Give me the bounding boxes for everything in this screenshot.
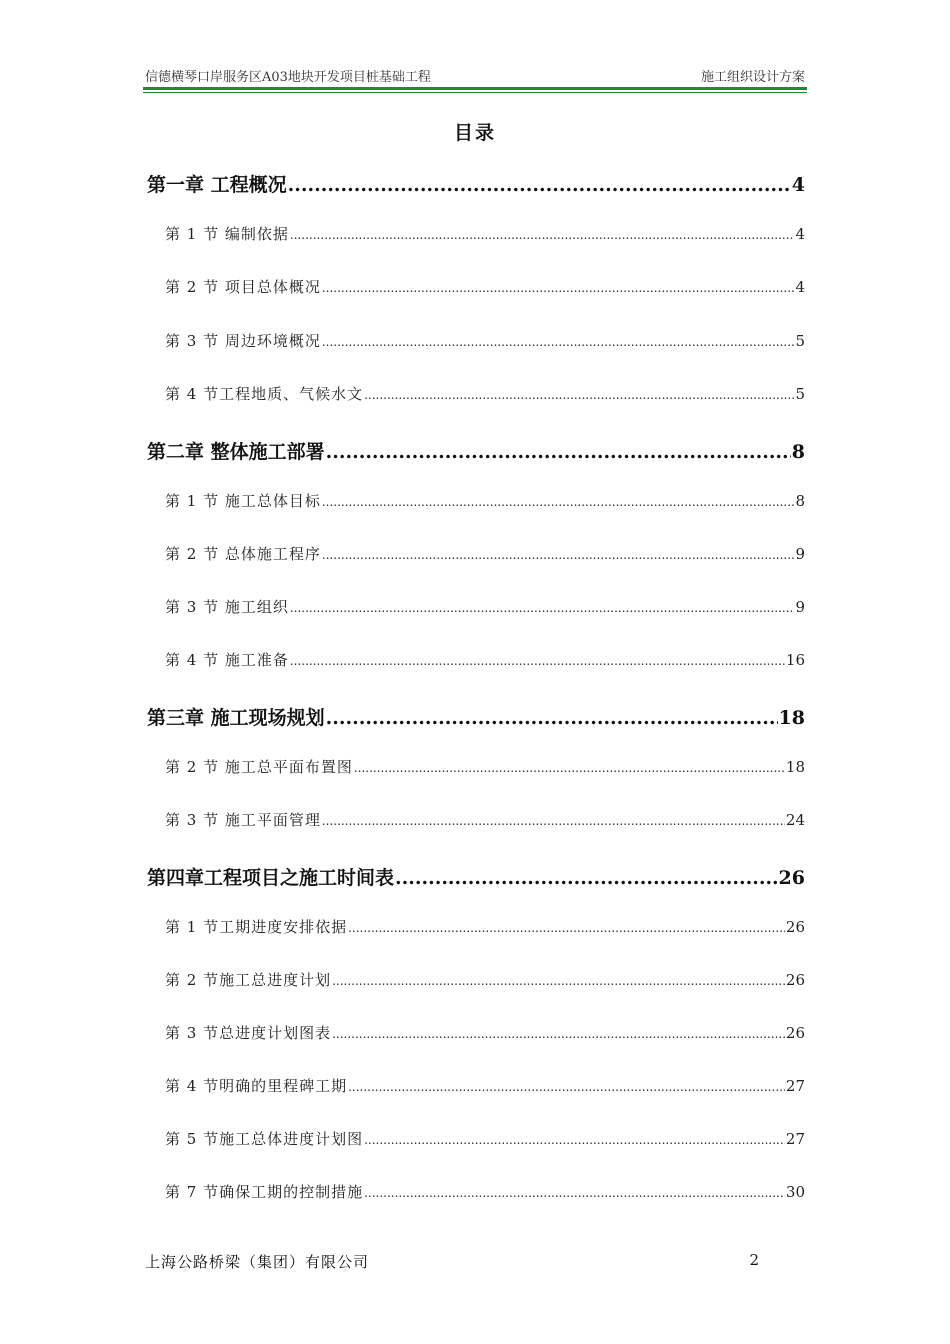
toc-section-entry[interactable] bbox=[147, 276, 805, 297]
toc-entry-label: 第一章 工程概况 bbox=[147, 174, 287, 196]
toc-dot-leader bbox=[326, 441, 791, 463]
toc-entry-label: 第 7 节确保工期的控制措施 bbox=[165, 1183, 364, 1201]
toc-entry-label: 第 1 节工期进度安排依据 bbox=[165, 918, 348, 936]
toc-entry-page: 9 bbox=[795, 598, 805, 616]
toc-entry-label: 第 5 节施工总体进度计划图 bbox=[165, 1130, 364, 1148]
toc-dot-leader bbox=[290, 654, 785, 668]
toc-entry-page: 4 bbox=[795, 278, 805, 296]
toc-section-entry[interactable] bbox=[147, 916, 805, 937]
toc-section-entry[interactable] bbox=[147, 756, 805, 777]
toc-entry-page: 18 bbox=[785, 758, 805, 776]
toc-entry-label: 第 2 节施工总进度计划 bbox=[165, 971, 332, 989]
toc-entry-label: 第三章 施工现场规划 bbox=[147, 707, 325, 729]
toc-entry-page: 8 bbox=[795, 492, 805, 510]
toc-entry-page: 26 bbox=[785, 918, 805, 936]
toc-entry-page: 5 bbox=[795, 385, 805, 403]
header-project-title: 信德横琴口岸服务区A03地块开发项目桩基础工程 bbox=[145, 70, 431, 85]
toc-section-entry[interactable] bbox=[147, 330, 805, 351]
toc-title: 目录 bbox=[453, 122, 496, 144]
toc-entry-label: 第 3 节 施工平面管理 bbox=[165, 811, 321, 829]
toc-entry-label: 第二章 整体施工部署 bbox=[147, 441, 325, 463]
toc-section-entry[interactable] bbox=[147, 1128, 805, 1149]
page-header bbox=[145, 66, 805, 86]
toc-entry-label: 第 3 节 周边环境概况 bbox=[165, 332, 321, 350]
toc-entry-page: 26 bbox=[778, 867, 805, 889]
header-document-type: 施工组织设计方案 bbox=[700, 70, 805, 85]
toc-entry-page: 8 bbox=[791, 441, 805, 463]
toc-dot-leader bbox=[290, 228, 795, 242]
header-rule-thin bbox=[143, 92, 807, 93]
toc-entry-page: 16 bbox=[785, 651, 805, 669]
toc-dot-leader bbox=[288, 174, 791, 196]
toc-section-entry[interactable] bbox=[147, 1075, 805, 1096]
toc-entry-page: 18 bbox=[778, 707, 805, 729]
toc-entry-page: 4 bbox=[795, 225, 805, 243]
toc-chapter-entry[interactable] bbox=[147, 703, 805, 730]
toc-dot-leader bbox=[364, 1186, 785, 1200]
toc-entry-label: 第 4 节明确的里程碑工期 bbox=[165, 1077, 348, 1095]
toc-entry-page: 4 bbox=[791, 174, 805, 196]
toc-section-entry[interactable] bbox=[147, 1022, 805, 1043]
toc-chapter-entry[interactable] bbox=[147, 170, 805, 197]
toc-entry-page: 5 bbox=[795, 332, 805, 350]
toc-entry-page: 27 bbox=[785, 1077, 805, 1095]
toc-entry-label: 第 2 节 总体施工程序 bbox=[165, 545, 321, 563]
toc-entry-page: 26 bbox=[785, 1024, 805, 1042]
toc-entry-label: 第 3 节 施工组织 bbox=[165, 598, 289, 616]
toc-dot-leader bbox=[322, 281, 795, 295]
toc-chapter-entry[interactable] bbox=[147, 863, 805, 890]
toc-entry-page: 27 bbox=[785, 1130, 805, 1148]
toc-section-entry[interactable] bbox=[147, 223, 805, 244]
toc-section-entry[interactable] bbox=[147, 969, 805, 990]
toc-dot-leader bbox=[322, 548, 795, 562]
toc-section-entry[interactable] bbox=[147, 1181, 805, 1202]
toc-section-entry[interactable] bbox=[147, 649, 805, 670]
footer-company: 上海公路桥梁（集团）有限公司 bbox=[145, 1253, 370, 1271]
toc-entry-label: 第 3 节总进度计划图表 bbox=[165, 1024, 332, 1042]
toc-dot-leader bbox=[348, 921, 785, 935]
toc-dot-leader bbox=[322, 814, 785, 828]
toc-dot-leader bbox=[332, 974, 785, 988]
toc-entry-page: 24 bbox=[785, 811, 805, 829]
toc-dot-leader bbox=[326, 707, 778, 729]
toc-section-entry[interactable] bbox=[147, 383, 805, 404]
toc-dot-leader bbox=[364, 1133, 785, 1147]
toc-dot-leader bbox=[290, 601, 795, 615]
toc-entry-label: 第四章工程项目之施工时间表 bbox=[147, 867, 395, 889]
footer-page-number: 2 bbox=[749, 1251, 760, 1269]
toc-dot-leader bbox=[348, 1080, 785, 1094]
toc-dot-leader bbox=[364, 388, 794, 402]
toc-entry-page: 9 bbox=[795, 545, 805, 563]
toc-chapter-entry[interactable] bbox=[147, 437, 805, 464]
toc-entry-label: 第 1 节 编制依据 bbox=[165, 225, 289, 243]
toc-dot-leader bbox=[354, 761, 785, 775]
toc-entry-label: 第 1 节 施工总体目标 bbox=[165, 492, 321, 510]
toc-entry-label: 第 2 节 施工总平面布置图 bbox=[165, 758, 353, 776]
toc-entry-label: 第 4 节 施工准备 bbox=[165, 651, 289, 669]
toc-section-entry[interactable] bbox=[147, 490, 805, 511]
toc-dot-leader bbox=[395, 867, 778, 889]
toc-dot-leader bbox=[332, 1027, 785, 1041]
toc-dot-leader bbox=[322, 335, 795, 349]
toc-entry-page: 30 bbox=[785, 1183, 805, 1201]
toc-section-entry[interactable] bbox=[147, 543, 805, 564]
toc-entry-label: 第 2 节 项目总体概况 bbox=[165, 278, 321, 296]
toc-entry-page: 26 bbox=[785, 971, 805, 989]
header-rule-thick bbox=[143, 87, 807, 90]
toc-section-entry[interactable] bbox=[147, 809, 805, 830]
toc-entry-label: 第 4 节工程地质、气候水文 bbox=[165, 385, 364, 403]
toc-section-entry[interactable] bbox=[147, 596, 805, 617]
toc-dot-leader bbox=[322, 495, 795, 509]
